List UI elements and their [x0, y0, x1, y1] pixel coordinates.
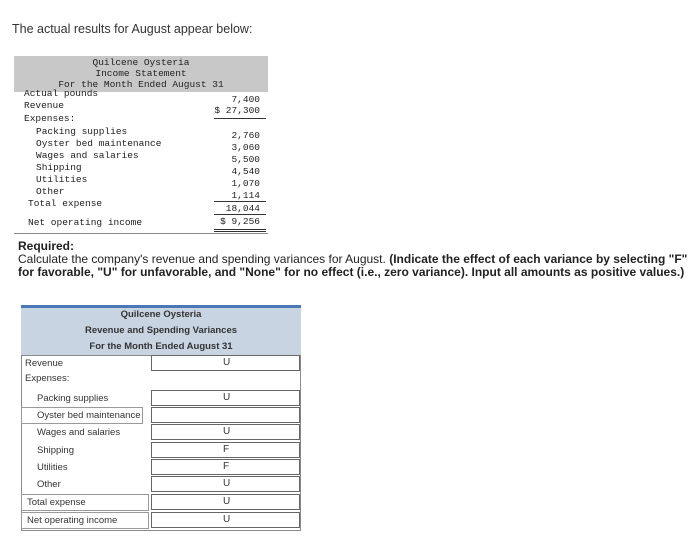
divider: [214, 229, 266, 230]
statement-row: $ 9,256: [220, 216, 260, 227]
statement-row: Other: [36, 186, 65, 197]
variance-table-header: [21, 305, 301, 355]
required-section: [18, 240, 693, 279]
statement-row: Shipping: [36, 162, 82, 173]
table-row: Expenses:: [25, 373, 70, 384]
table-row: Utilities F: [21, 459, 301, 476]
statement-row: 1,070: [231, 178, 260, 189]
statement-row: Packing supplies: [36, 126, 128, 137]
statement-row: Expenses:: [24, 113, 76, 124]
statement-row: Revenue: [24, 100, 64, 111]
intro-text: The actual results for August appear below:: [12, 22, 253, 36]
statement-row: Oyster bed maintenance: [36, 138, 162, 149]
statement-row: Net operating income: [28, 217, 143, 228]
statement-row: 7,400: [231, 94, 260, 105]
variance-table: [21, 305, 301, 531]
instruction-text: (Indicate the effect of each variance by selecting "F" for favorable, "U" for unfavorable, and "None" for no effect (i.e., zero variance). Input all amounts as positive values.): [18, 252, 688, 279]
statement-subtitle: Income Statement: [95, 68, 187, 79]
table-row: Packing supplies U: [21, 390, 301, 407]
statement-row: Utilities: [36, 174, 88, 185]
statement-title: Quilcene Oysteria: [92, 57, 190, 68]
table-row: Net operating income U: [21, 512, 301, 529]
table-row: Revenue U: [21, 355, 301, 372]
table-row: Total expense U: [21, 494, 301, 511]
other-variance-select[interactable]: U: [151, 476, 300, 492]
divider: [214, 214, 266, 215]
utilities-variance-select[interactable]: F: [151, 459, 300, 475]
income-statement: [14, 56, 268, 234]
table-row: Wages and salaries U: [21, 424, 301, 441]
statement-row: $ 27,300: [214, 105, 260, 116]
noi-variance-select[interactable]: U: [151, 512, 300, 528]
statement-header: [14, 56, 268, 92]
shipping-variance-select[interactable]: F: [151, 442, 300, 458]
statement-row: 5,500: [231, 154, 260, 165]
variance-table-title: Quilcene Oysteria: [120, 309, 202, 320]
statement-period: For the Month Ended August 31: [58, 79, 224, 90]
statement-bottom-rule: [14, 233, 268, 234]
statement-row: 3,060: [231, 142, 260, 153]
table-row: Other U: [21, 476, 301, 493]
required-heading: Required:: [18, 239, 75, 253]
table-row: Oyster bed maintenance: [21, 407, 301, 424]
total-expense-variance-select[interactable]: U: [151, 494, 300, 510]
statement-row: Total expense: [28, 198, 103, 209]
divider: [214, 231, 266, 232]
variance-table-subtitle: Revenue and Spending Variances: [84, 325, 238, 336]
revenue-variance-select[interactable]: U: [151, 355, 300, 371]
statement-row: 18,044: [225, 203, 260, 214]
oyster-bed-variance-select[interactable]: [151, 407, 300, 423]
wages-variance-select[interactable]: U: [151, 424, 300, 440]
table-row: Shipping F: [21, 442, 301, 459]
statement-row: 4,540: [231, 166, 260, 177]
statement-row: Wages and salaries: [36, 150, 139, 161]
statement-row: 1,114: [231, 190, 260, 201]
statement-row: Actual pounds: [24, 88, 99, 99]
required-text: Calculate the company's revenue and spending variances for August. (Indicate the effect of each variance by selecting "F" for favorable, "U" for unfavorable, and "None" for no effect (i.e., zero variance). Input all amounts as positive values.): [18, 252, 688, 279]
statement-row: 2,760: [231, 130, 260, 141]
variance-table-period: For the Month Ended August 31: [89, 341, 233, 352]
packing-supplies-variance-select[interactable]: U: [151, 390, 300, 406]
